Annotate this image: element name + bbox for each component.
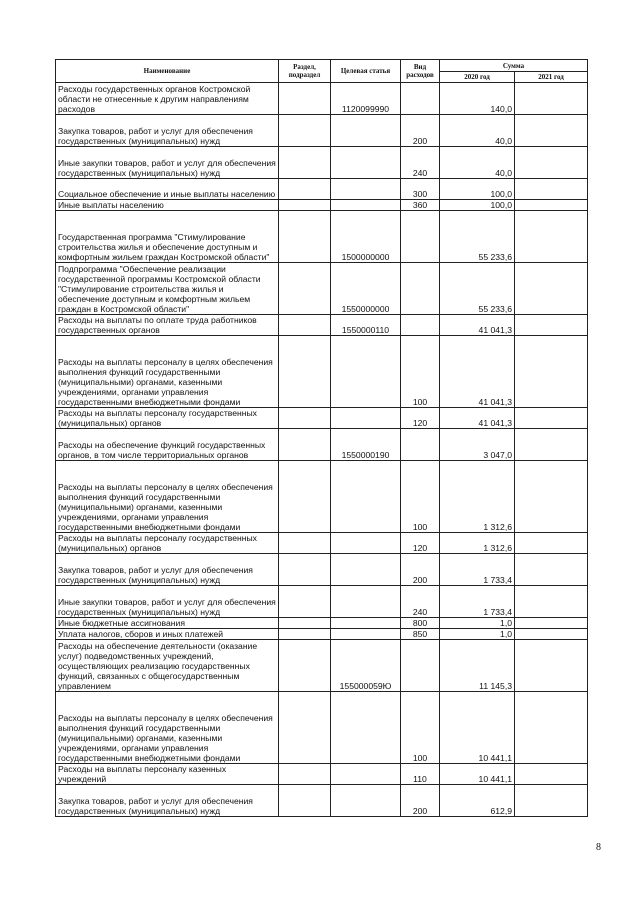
table-row [56,629,588,640]
cell-target [331,200,401,211]
cell-2021 [515,115,588,147]
cell-type: 800 [401,618,440,629]
cell-2020: 41 041,3 [440,408,515,429]
cell-name: Иные бюджетные ассигнования [56,618,279,629]
table-row [56,315,588,336]
cell-type: 100 [401,336,440,408]
cell-target: 1500000000 [331,211,401,263]
cell-2021 [515,640,588,692]
table-row [56,429,588,461]
cell-2020: 1,0 [440,629,515,640]
cell-2020: 41 041,3 [440,315,515,336]
header-sum: Сумма [440,60,588,72]
cell-target: 155000059Ю [331,640,401,692]
cell-2021 [515,461,588,533]
cell-target [331,147,401,179]
cell-2020: 10 441,1 [440,692,515,764]
cell-target [331,336,401,408]
cell-name: Подпрограмма "Обеспечение реализации государственной программы Костромской области "Стимулирование строительства жилья и обеспечение доступным и комфортным жильем граждан в Костромской области" [56,263,279,315]
cell-2020: 100,0 [440,200,515,211]
header-type: Вид расходов [401,60,440,83]
cell-2021 [515,429,588,461]
cell-2020: 3 047,0 [440,429,515,461]
cell-target: 1550000110 [331,315,401,336]
cell-type: 110 [401,764,440,785]
cell-section [279,640,331,692]
cell-2020: 612,9 [440,785,515,817]
cell-2021 [515,83,588,115]
cell-type: 240 [401,586,440,618]
cell-2020: 1 733,4 [440,586,515,618]
cell-section [279,461,331,533]
cell-type: 100 [401,692,440,764]
cell-2020: 40,0 [440,115,515,147]
cell-section [279,618,331,629]
cell-2021 [515,147,588,179]
cell-2021 [515,618,588,629]
cell-type: 850 [401,629,440,640]
cell-type: 100 [401,461,440,533]
cell-target [331,533,401,554]
cell-2020: 1 733,4 [440,554,515,586]
cell-2021 [515,408,588,429]
table-row [56,618,588,629]
cell-type [401,211,440,263]
cell-section [279,554,331,586]
table-row [56,263,588,315]
cell-2020: 1 312,6 [440,533,515,554]
cell-2021 [515,764,588,785]
cell-target: 1550000190 [331,429,401,461]
cell-section [279,336,331,408]
cell-section [279,263,331,315]
table-row [56,336,588,408]
table-row [56,211,588,263]
cell-section [279,764,331,785]
cell-2020: 100,0 [440,179,515,200]
cell-name: Уплата налогов, сборов и иных платежей [56,629,279,640]
table-row [56,533,588,554]
cell-name: Иные закупки товаров, работ и услуг для обеспечения государственных (муниципальных) нужд [56,147,279,179]
cell-target [331,461,401,533]
cell-2021 [515,586,588,618]
cell-2021 [515,179,588,200]
cell-name: Расходы на выплаты по оплате труда работников государственных органов [56,315,279,336]
table-header [56,60,588,83]
cell-name: Закупка товаров, работ и услуг для обеспечения государственных (муниципальных) нужд [56,785,279,817]
cell-2020: 1 312,6 [440,461,515,533]
cell-name: Иные выплаты населению [56,200,279,211]
cell-target [331,554,401,586]
table-row [56,692,588,764]
cell-2020: 1,0 [440,618,515,629]
cell-section [279,586,331,618]
cell-target: 1550000000 [331,263,401,315]
cell-2021 [515,263,588,315]
cell-2021 [515,533,588,554]
cell-type: 300 [401,179,440,200]
cell-target [331,115,401,147]
cell-type [401,83,440,115]
table-row [56,147,588,179]
cell-type: 360 [401,200,440,211]
cell-2021 [515,785,588,817]
cell-section [279,533,331,554]
table-row [56,554,588,586]
header-target: Целевая статья [331,60,401,83]
cell-name: Иные закупки товаров, работ и услуг для обеспечения государственных (муниципальных) нужд [56,586,279,618]
cell-name: Расходы на выплаты персоналу в целях обеспечения выполнения функций государственными (муниципальными) органами, казенными учреждениями, органами управления государственными внебюджетными фондами [56,692,279,764]
cell-section [279,692,331,764]
table-body [56,83,588,817]
cell-target [331,618,401,629]
table-row [56,408,588,429]
cell-section [279,629,331,640]
cell-type [401,429,440,461]
cell-type: 120 [401,408,440,429]
cell-2021 [515,200,588,211]
cell-target [331,179,401,200]
cell-type: 200 [401,554,440,586]
cell-target [331,629,401,640]
cell-target [331,785,401,817]
cell-2020: 11 145,3 [440,640,515,692]
cell-2020: 40,0 [440,147,515,179]
cell-2021 [515,629,588,640]
cell-target [331,586,401,618]
cell-type: 200 [401,785,440,817]
cell-2021 [515,211,588,263]
cell-section [279,200,331,211]
cell-type [401,263,440,315]
page-number: 8 [596,842,601,853]
cell-2020: 41 041,3 [440,336,515,408]
cell-section [279,211,331,263]
cell-name: Расходы на выплаты персоналу государственных (муниципальных) органов [56,533,279,554]
cell-name: Расходы на выплаты персоналу казенных учреждений [56,764,279,785]
cell-type [401,315,440,336]
cell-name: Расходы на обеспечение деятельности (оказание услуг) подведомственных учреждений, осуществляющих реализацию государственных функций, связанных с общегосударственным управлением [56,640,279,692]
cell-section [279,83,331,115]
cell-type: 120 [401,533,440,554]
cell-type: 240 [401,147,440,179]
cell-2021 [515,336,588,408]
cell-2020: 55 233,6 [440,211,515,263]
table-row [56,83,588,115]
table-row [56,461,588,533]
cell-name: Расходы на выплаты персоналу в целях обеспечения выполнения функций государственными (муниципальными) органами, казенными учреждениями, органами управления государственными внебюджетными фондами [56,336,279,408]
cell-target [331,764,401,785]
cell-section [279,785,331,817]
cell-name: Расходы на выплаты персоналу государственных (муниципальных) органов [56,408,279,429]
table-row [56,764,588,785]
header-year-2020: 2020 год [440,72,515,83]
header-year-2021: 2021 год [515,72,588,83]
cell-type: 200 [401,115,440,147]
table-row [56,179,588,200]
table-row [56,200,588,211]
cell-2021 [515,315,588,336]
cell-2021 [515,692,588,764]
cell-target [331,692,401,764]
table-row [56,586,588,618]
cell-section [279,147,331,179]
cell-2020: 10 441,1 [440,764,515,785]
budget-table [55,59,588,817]
table-row [56,785,588,817]
cell-section [279,429,331,461]
cell-section [279,115,331,147]
cell-name: Государственная программа "Стимулирование строительства жилья и обеспечение доступным и комфортным жильем граждан Костромской области" [56,211,279,263]
cell-2020: 55 233,6 [440,263,515,315]
cell-name: Закупка товаров, работ и услуг для обеспечения государственных (муниципальных) нужд [56,554,279,586]
cell-target: 1120099990 [331,83,401,115]
cell-name: Закупка товаров, работ и услуг для обеспечения государственных (муниципальных) нужд [56,115,279,147]
cell-section [279,408,331,429]
cell-section [279,179,331,200]
table-row [56,115,588,147]
cell-name: Расходы государственных органов Костромской области не отнесенные к другим направлениям расходов [56,83,279,115]
cell-section [279,315,331,336]
header-section: Раздел, подраздел [279,60,331,83]
table-row [56,640,588,692]
cell-2020: 140,0 [440,83,515,115]
cell-name: Расходы на выплаты персоналу в целях обеспечения выполнения функций государственными (муниципальными) органами, казенными учреждениями, органами управления государственными внебюджетными фондами [56,461,279,533]
cell-target [331,408,401,429]
cell-name: Социальное обеспечение и иные выплаты населению [56,179,279,200]
header-name: Наименование [56,60,279,83]
cell-name: Расходы на обеспечение функций государственных органов, в том числе территориальных органов [56,429,279,461]
cell-type [401,640,440,692]
cell-2021 [515,554,588,586]
